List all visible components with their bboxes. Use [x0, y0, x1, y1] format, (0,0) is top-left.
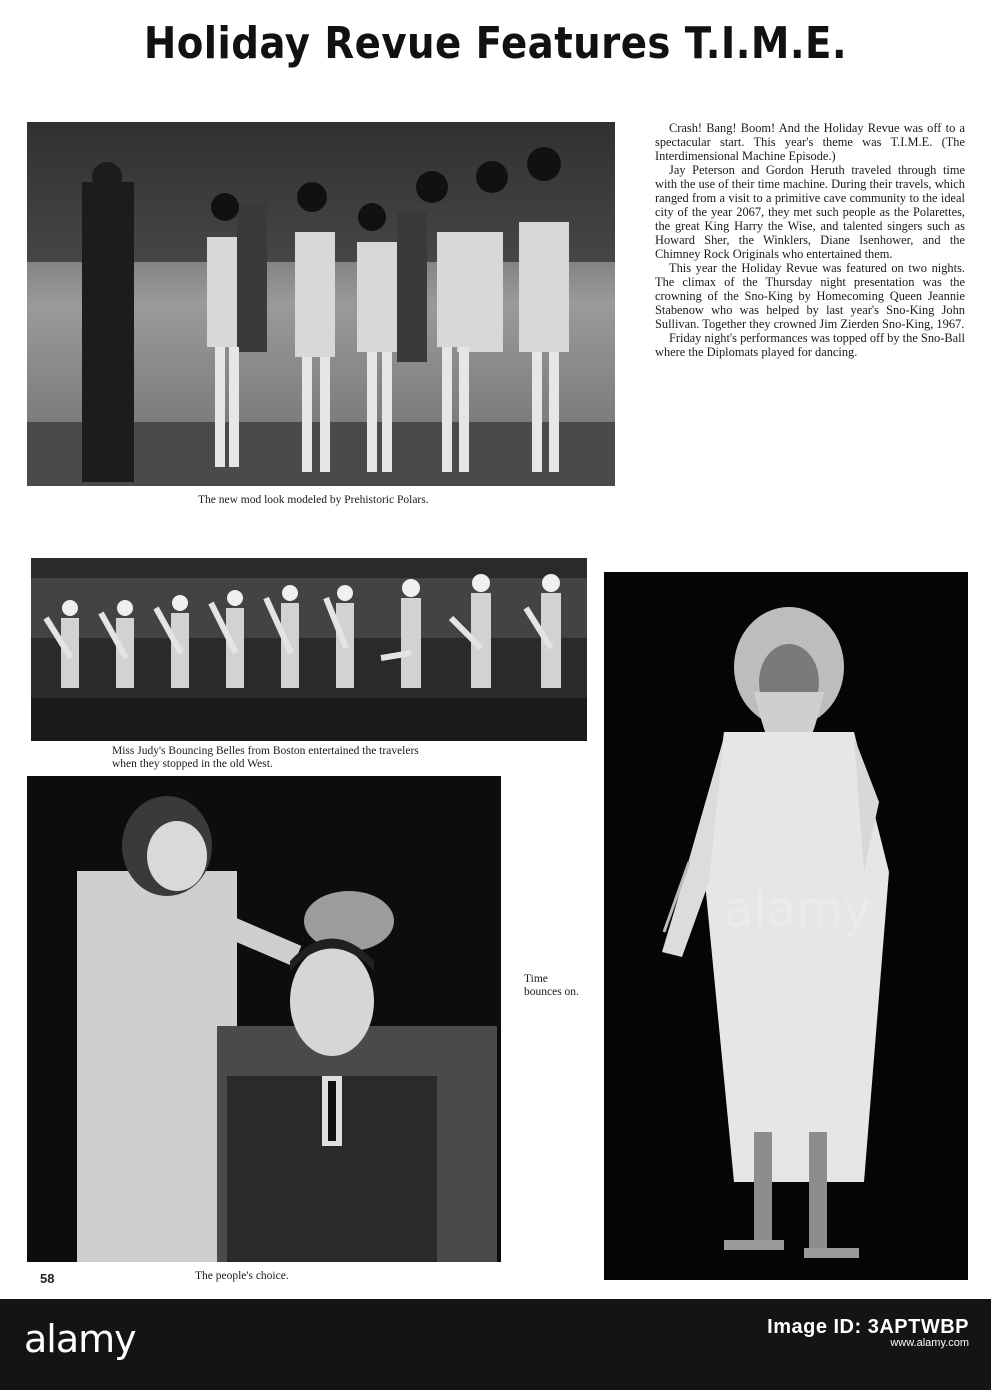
- dancers-caption-line2: when they stopped in the old West.: [112, 758, 273, 770]
- dancers-photo: [31, 558, 587, 741]
- crowning-caption: The people's choice.: [195, 1270, 289, 1282]
- article-paragraph: Jay Peterson and Gordon Heruth traveled through time with the use of their time machine. During their travels, which ranged from a visit to a primitive cave community to the ideal city of the year 2067, they met such people as the Polarettes, the great King Harry the Wise, and talented singers such as Howard Sher, the Winklers, Diane Isenhower, and the Chimney Rock Originals who entertained them.: [655, 163, 965, 261]
- dancers-caption-line1: Miss Judy's Bouncing Belles from Boston entertained the travelers: [112, 745, 419, 757]
- time-caption: [524, 973, 604, 999]
- article-paragraph: Crash! Bang! Boom! And the Holiday Revue was off to a spectacular start. This year's theme was T.I.M.E. (The Interdimensional Machine Episode.): [655, 121, 965, 163]
- father-time-photo: [604, 572, 968, 1280]
- cavemen-photo: [27, 122, 615, 486]
- stock-footer: [0, 1299, 991, 1390]
- dancers-caption: [112, 745, 512, 771]
- article-body: [655, 121, 965, 359]
- image-id: Image ID: 3APTWBP: [767, 1316, 969, 1338]
- site-url: www.alamy.com: [890, 1337, 969, 1349]
- crowning-photo: [27, 776, 501, 1262]
- footer-meta: [767, 1316, 969, 1351]
- time-caption-line2: bounces on.: [524, 986, 579, 998]
- dancers-photo-art: [31, 558, 587, 741]
- page-number: 58: [40, 1271, 55, 1286]
- alamy-logo: alamy: [24, 1317, 136, 1361]
- article-paragraph: Friday night's performances was topped off by the Sno-Ball where the Diplomats played for dancing.: [655, 331, 965, 359]
- page-title: Holiday Revue Features T.I.M.E.: [143, 18, 848, 69]
- time-caption-line1: Time: [524, 973, 548, 985]
- cavemen-caption: The new mod look modeled by Prehistoric Polars.: [198, 494, 429, 506]
- father-time-photo-art: [604, 572, 968, 1280]
- article-paragraph: This year the Holiday Revue was featured on two nights. The climax of the Thursday night presentation was the crowning of the Sno-King by Homecoming Queen Jeannie Stabenow who was helped by last year's Sno-King John Sullivan. Together they crowned Jim Zierden Sno-King, 1967.: [655, 261, 965, 331]
- cavemen-photo-art: [27, 122, 615, 486]
- watermark: alamy: [724, 882, 872, 938]
- crowning-photo-art: [27, 776, 501, 1262]
